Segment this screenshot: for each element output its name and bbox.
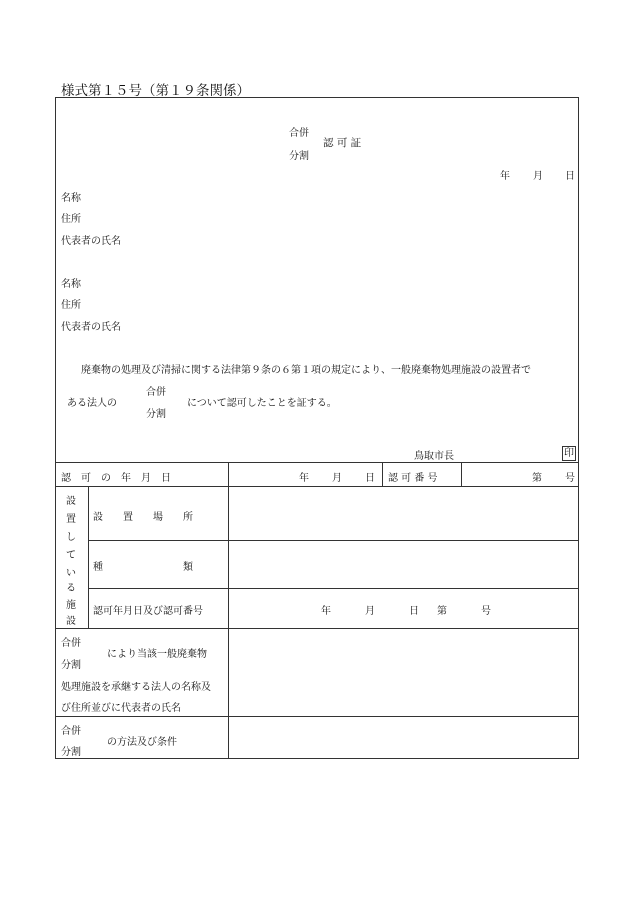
facility-char-4: て [66,550,76,561]
approval-number-suffix: 号 [565,473,575,484]
permit-day: 日 [409,606,419,617]
approval-date-month: 月 [332,473,342,484]
method-text: の方法及び条件 [107,737,177,748]
permit-year: 年 [321,606,331,617]
date-day: 日 [565,171,575,182]
form-title: 様式第１５号（第１９条関係） [61,83,250,99]
party1-rep-label: 代表者の氏名 [61,236,121,247]
body-line1: 廃棄物の処理及び清掃に関する法律第９条の６第１項の規定により、一般廃棄物処理施設の設置者で [81,365,531,376]
header-split: 分割 [289,151,309,162]
facility-char-2: 置 [66,514,76,525]
approval-number-prefix: 第 [532,473,542,484]
facility-char-3: し [66,532,76,543]
party2-name-label: 名称 [61,279,81,290]
seal-mark: 印 [564,448,574,459]
body-line2-suffix: について認可したことを証する。 [187,398,337,409]
successor-split: 分割 [61,660,81,671]
header-merge: 合併 [289,128,309,139]
facility-char-1: 設 [66,496,76,507]
approval-col-divider-2 [461,462,462,486]
facility-char-5: い [66,568,76,579]
party2-address-label: 住所 [61,300,81,311]
table-line-row1 [55,486,579,487]
body-split: 分割 [146,409,166,420]
table-line-row4 [55,628,579,629]
permit-number-suffix: 号 [481,606,491,617]
party1-address-label: 住所 [61,214,81,225]
table-line-row2 [88,540,579,541]
approval-number-label: 認 可 番 号 [388,473,438,484]
method-split: 分割 [61,747,81,758]
approval-date-day: 日 [365,473,375,484]
party2-rep-label: 代表者の氏名 [61,322,121,333]
table-top-line [55,462,579,463]
successor-text3: び住所並びに代表者の氏名 [61,703,181,714]
approval-date-label: 認 可 の 年 月 日 [61,473,171,484]
facility-char-6: る [66,583,76,594]
date-year: 年 [500,171,510,182]
party1-name-label: 名称 [61,193,81,204]
issuer-mayor: 鳥取市長 [414,451,454,462]
table-line-row3 [88,588,579,589]
successor-text2: 処理施設を承継する法人の名称及 [61,682,211,693]
successor-text1: により当該一般廃棄物 [107,649,207,660]
successor-merge: 合併 [61,638,81,649]
certificate-title: 認 可 証 [323,137,362,149]
approval-col-divider-1 [382,462,383,486]
table-line-row5 [55,716,579,717]
date-month: 月 [533,171,543,182]
table-col-divider [228,462,229,759]
facility-char-7: 施 [66,600,76,611]
body-merge: 合併 [146,387,166,398]
type-label: 種 類 [93,562,193,573]
permit-label: 認可年月日及び認可番号 [93,606,203,617]
method-merge: 合併 [61,726,81,737]
body-line2-prefix: ある法人の [67,398,117,409]
approval-date-year: 年 [299,473,309,484]
permit-number-prefix: 第 [437,606,447,617]
permit-month: 月 [365,606,375,617]
facility-char-8: 設 [66,616,76,627]
location-label: 設 置 場 所 [93,512,193,523]
facility-col-divider [88,486,89,628]
